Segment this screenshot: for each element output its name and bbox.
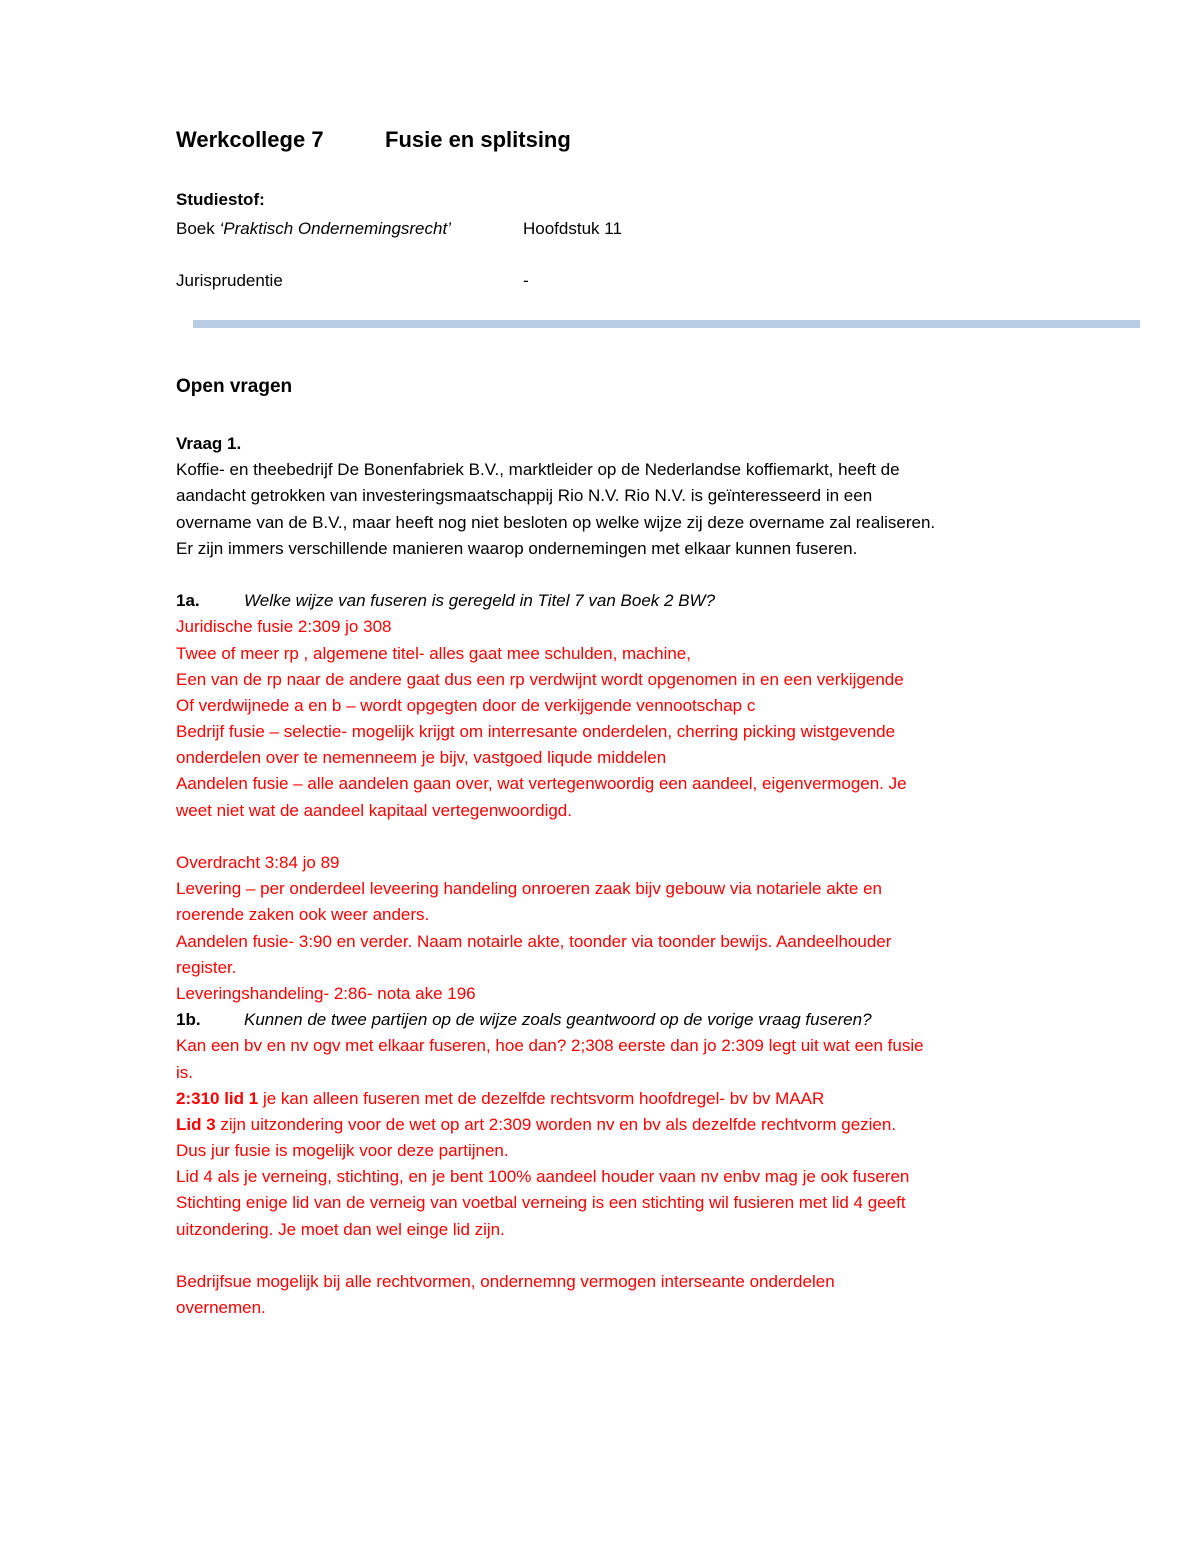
spacer bbox=[176, 562, 1056, 588]
answer-line: onderdelen over te nemenneem je bijv, vastgoed liqude middelen bbox=[176, 748, 667, 768]
answer-line bbox=[176, 1112, 1056, 1138]
vraag-1 bbox=[176, 431, 1056, 1321]
answer-line: Levering – per onderdeel leveering handeling onroeren zaak bijv gebouw via notariele akte en bbox=[176, 879, 882, 899]
article-reference: Lid 3 bbox=[176, 1114, 216, 1134]
answer-line: Een van de rp naar de andere gaat dus een rp verdwijnt wordt opgenomen in en een verkijgende bbox=[176, 669, 904, 689]
answer-text: je kan alleen fuseren met de dezelfde rechtsvorm hoofdregel- bv bv MAAR bbox=[258, 1088, 825, 1108]
answer-line: Juridische fusie 2:309 jo 308 bbox=[176, 617, 392, 637]
answer-line: Of verdwijnede a en b – wordt opgegten door de verkijgende vennootschap c bbox=[176, 695, 756, 715]
answer-line: Kan een bv en nv ogv met elkaar fuseren, hoe dan? 2;308 eerste dan jo 2:309 legt uit wat een fusie bbox=[176, 1036, 924, 1056]
answer-line: register. bbox=[176, 957, 237, 977]
answer-line: roerende zaken ook weer anders. bbox=[176, 905, 430, 925]
answer-line: Dus jur fusie is mogelijk voor deze partijnen. bbox=[176, 1141, 509, 1161]
answer-line: Aandelen fusie – alle aandelen gaan over, wat vertegenwoordig een aandeel, eigenvermogen. Je bbox=[176, 774, 907, 794]
boek-reference bbox=[176, 219, 451, 239]
section-title: Open vragen bbox=[176, 376, 293, 397]
answer-line: overnemen. bbox=[176, 1298, 266, 1318]
intro-line: Koffie- en theebedrijf De Bonenfabriek B.V., marktleider op de Nederlandse koffiemarkt, heeft de bbox=[176, 460, 900, 480]
answer-line: Aandelen fusie- 3:90 en verder. Naam notairle akte, toonder via toonder bewijs. Aandeelhouder bbox=[176, 931, 892, 951]
answer-line: is. bbox=[176, 1062, 193, 1082]
question-1b-text: Kunnen de twee partijen op de wijze zoals geantwoord op de vorige vraag fuseren? bbox=[244, 1010, 872, 1030]
answer-line: Bedrijf fusie – selectie- mogelijk krijgt om interresante onderdelen, cherring picking wistgevende bbox=[176, 722, 896, 742]
answer-line bbox=[176, 1086, 1056, 1112]
boek-title: ‘Praktisch Ondernemingsrecht’ bbox=[219, 219, 451, 238]
boek-prefix: Boek bbox=[176, 219, 220, 238]
article-reference: 2:310 lid 1 bbox=[176, 1088, 259, 1108]
question-1b bbox=[176, 1007, 1056, 1033]
answer-line: weet niet wat de aandeel kapitaal vertegenwoordigd. bbox=[176, 800, 572, 820]
answer-line: Stichting enige lid van de verneig van voetbal verneing is een stichting wil fusieren met lid 4 geeft bbox=[176, 1193, 906, 1213]
spacer bbox=[176, 824, 1056, 850]
question-1b-number: 1b. bbox=[176, 1010, 201, 1030]
boek-chapter: Hoofdstuk 11 bbox=[523, 219, 622, 238]
question-1a-number: 1a. bbox=[176, 591, 200, 611]
intro-line: aandacht getrokken van investeringsmaatschappij Rio N.V. Rio N.V. is geïnteresseerd in een bbox=[176, 486, 873, 506]
answer-line: uitzondering. Je moet dan wel einge lid zijn. bbox=[176, 1219, 505, 1239]
answer-line: Lid 4 als je verneing, stichting, en je bent 100% aandeel houder vaan nv enbv mag je ook fuseren bbox=[176, 1167, 910, 1187]
intro-line: Er zijn immers verschillende manieren waarop ondernemingen met elkaar kunnen fuseren. bbox=[176, 538, 858, 558]
section-divider bbox=[193, 320, 1140, 328]
jurisprudentie-label: Jurisprudentie bbox=[176, 271, 283, 290]
question-1a-text: Welke wijze van fuseren is geregeld in Titel 7 van Boek 2 BW? bbox=[244, 591, 716, 611]
document-label: Werkcollege 7 bbox=[176, 127, 324, 152]
answer-line: Leveringshandeling- 2:86- nota ake 196 bbox=[176, 983, 476, 1003]
studiestof-label: Studiestof: bbox=[176, 190, 265, 209]
jurisprudentie-value: - bbox=[523, 271, 529, 290]
document-topic: Fusie en splitsing bbox=[385, 127, 571, 152]
question-1a bbox=[176, 588, 1056, 614]
intro-line: overname van de B.V., maar heeft nog niet besloten op welke wijze zij deze overname zal realiseren. bbox=[176, 512, 936, 532]
vraag-1-heading: Vraag 1. bbox=[176, 434, 242, 453]
answer-line: Overdracht 3:84 jo 89 bbox=[176, 853, 340, 872]
answer-line: Twee of meer rp , algemene titel- alles gaat mee schulden, machine, bbox=[176, 643, 691, 663]
answer-text: zijn uitzondering voor de wet op art 2:309 worden nv en bv als dezelfde rechtvorm gezien. bbox=[215, 1114, 897, 1134]
answer-line: Bedrijfsue mogelijk bij alle rechtvormen, ondernemng vermogen interseante onderdelen bbox=[176, 1272, 835, 1291]
spacer bbox=[176, 1243, 1056, 1269]
